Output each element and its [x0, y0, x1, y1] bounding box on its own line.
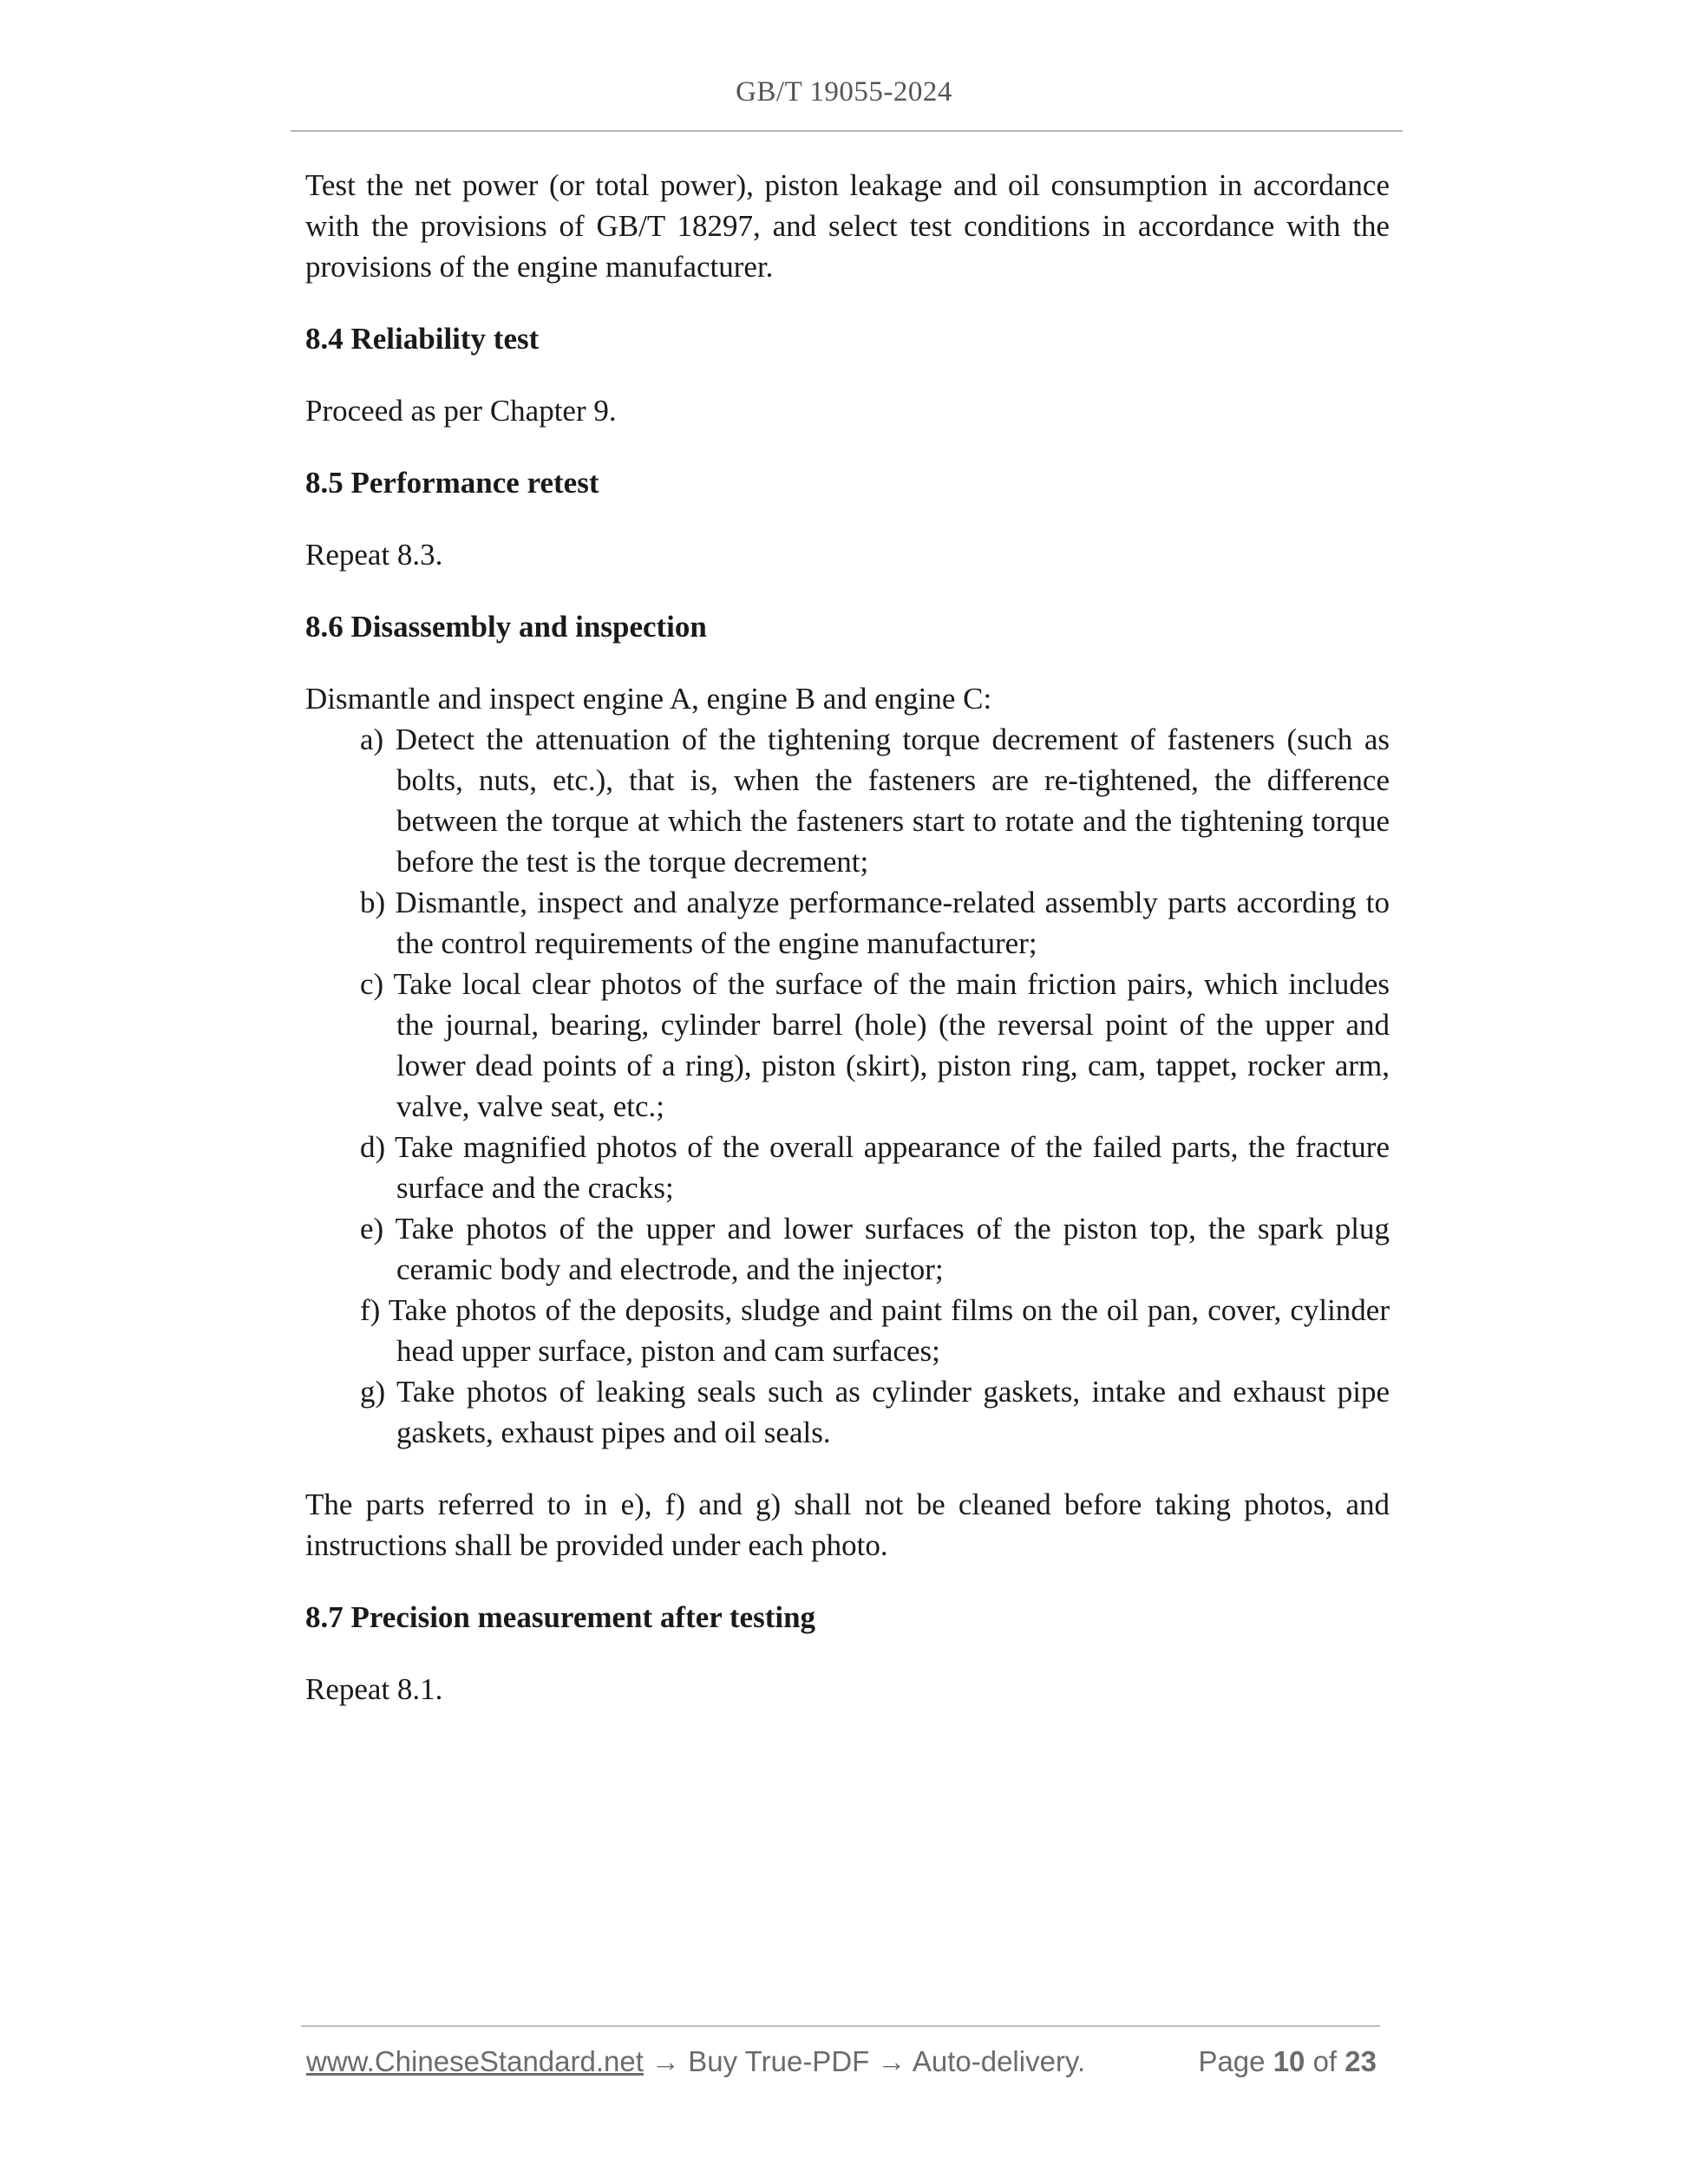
section-8-5-heading: 8.5 Performance retest [305, 466, 599, 500]
arrow-right-icon: → [877, 2045, 906, 2077]
page-number [1198, 2045, 1377, 2078]
header-divider [291, 130, 1403, 132]
auto-delivery-text: Auto-delivery. [912, 2045, 1086, 2077]
section-8-6-lead: Dismantle and inspect engine A, engine B and engine C: [305, 682, 992, 716]
section-8-7-heading: 8.7 Precision measurement after testing [305, 1600, 816, 1634]
page-footer [306, 2045, 1382, 2083]
current-page-number: 10 [1273, 2045, 1305, 2077]
section-8-4-text: Proceed as per Chapter 9. [305, 394, 617, 428]
of-label: of [1312, 2045, 1338, 2077]
list-item-b: b) Dismantle, inspect and analyze performance-related assembly parts according to the control requirements of the engine manufacturer; [360, 886, 1390, 960]
document-body [305, 165, 1390, 1710]
list-item-a: a) Detect the attenuation of the tightening torque decrement of fasteners (such as bolts, nuts, etc.), that is, when the fasteners are re-tightened, the difference between the torque at which the fasteners start to rotate and the tightening torque before the test is the torque decrement; [360, 723, 1390, 879]
list-item-g: g) Take photos of leaking seals such as cylinder gaskets, intake and exhaust pipe gaskets, exhaust pipes and oil seals. [360, 1375, 1390, 1449]
list-item-e: e) Take photos of the upper and lower surfaces of the piston top, the spark plug ceramic body and electrode, and the injector; [360, 1212, 1390, 1286]
footer-divider [301, 2025, 1380, 2027]
section-8-5-text: Repeat 8.3. [305, 538, 443, 572]
list-item-f: f) Take photos of the deposits, sludge and paint films on the oil pan, cover, cylinder head upper surface, piston and cam surfaces; [360, 1293, 1390, 1368]
footer-promo [306, 2045, 1085, 2078]
intro-paragraph: Test the net power (or total power), piston leakage and oil consumption in accordance with the provisions of GB/T 18297, and select test conditions in accordance with the provisions of the engine manufacturer. [305, 168, 1390, 284]
list-item-c: c) Take local clear photos of the surface of the main friction pairs, which includes the journal, bearing, cylinder barrel (hole) (the reversal point of the upper and lower dead points of a ring), piston (skirt), piston ring, cam, tappet, rocker arm, valve, valve seat, etc.; [360, 967, 1390, 1123]
photo-note-paragraph: The parts referred to in e), f) and g) shall not be cleaned before taking photos, and instructions shall be provided under each photo. [305, 1488, 1390, 1562]
buy-true-pdf-text: Buy True-PDF [688, 2045, 870, 2077]
chinesestandard-link[interactable]: www.ChineseStandard.net [306, 2045, 644, 2077]
section-8-6-heading: 8.6 Disassembly and inspection [305, 610, 707, 644]
arrow-right-icon: → [651, 2045, 681, 2077]
section-8-7-text: Repeat 8.1. [305, 1672, 443, 1706]
document-header-title: GB/T 19055-2024 [736, 76, 952, 108]
section-8-4-heading: 8.4 Reliability test [305, 322, 540, 356]
page-label: Page [1198, 2045, 1266, 2077]
inspection-list [360, 719, 1390, 1453]
total-page-count: 23 [1345, 2045, 1377, 2077]
list-item-d: d) Take magnified photos of the overall appearance of the failed parts, the fracture surface and the cracks; [360, 1130, 1390, 1205]
